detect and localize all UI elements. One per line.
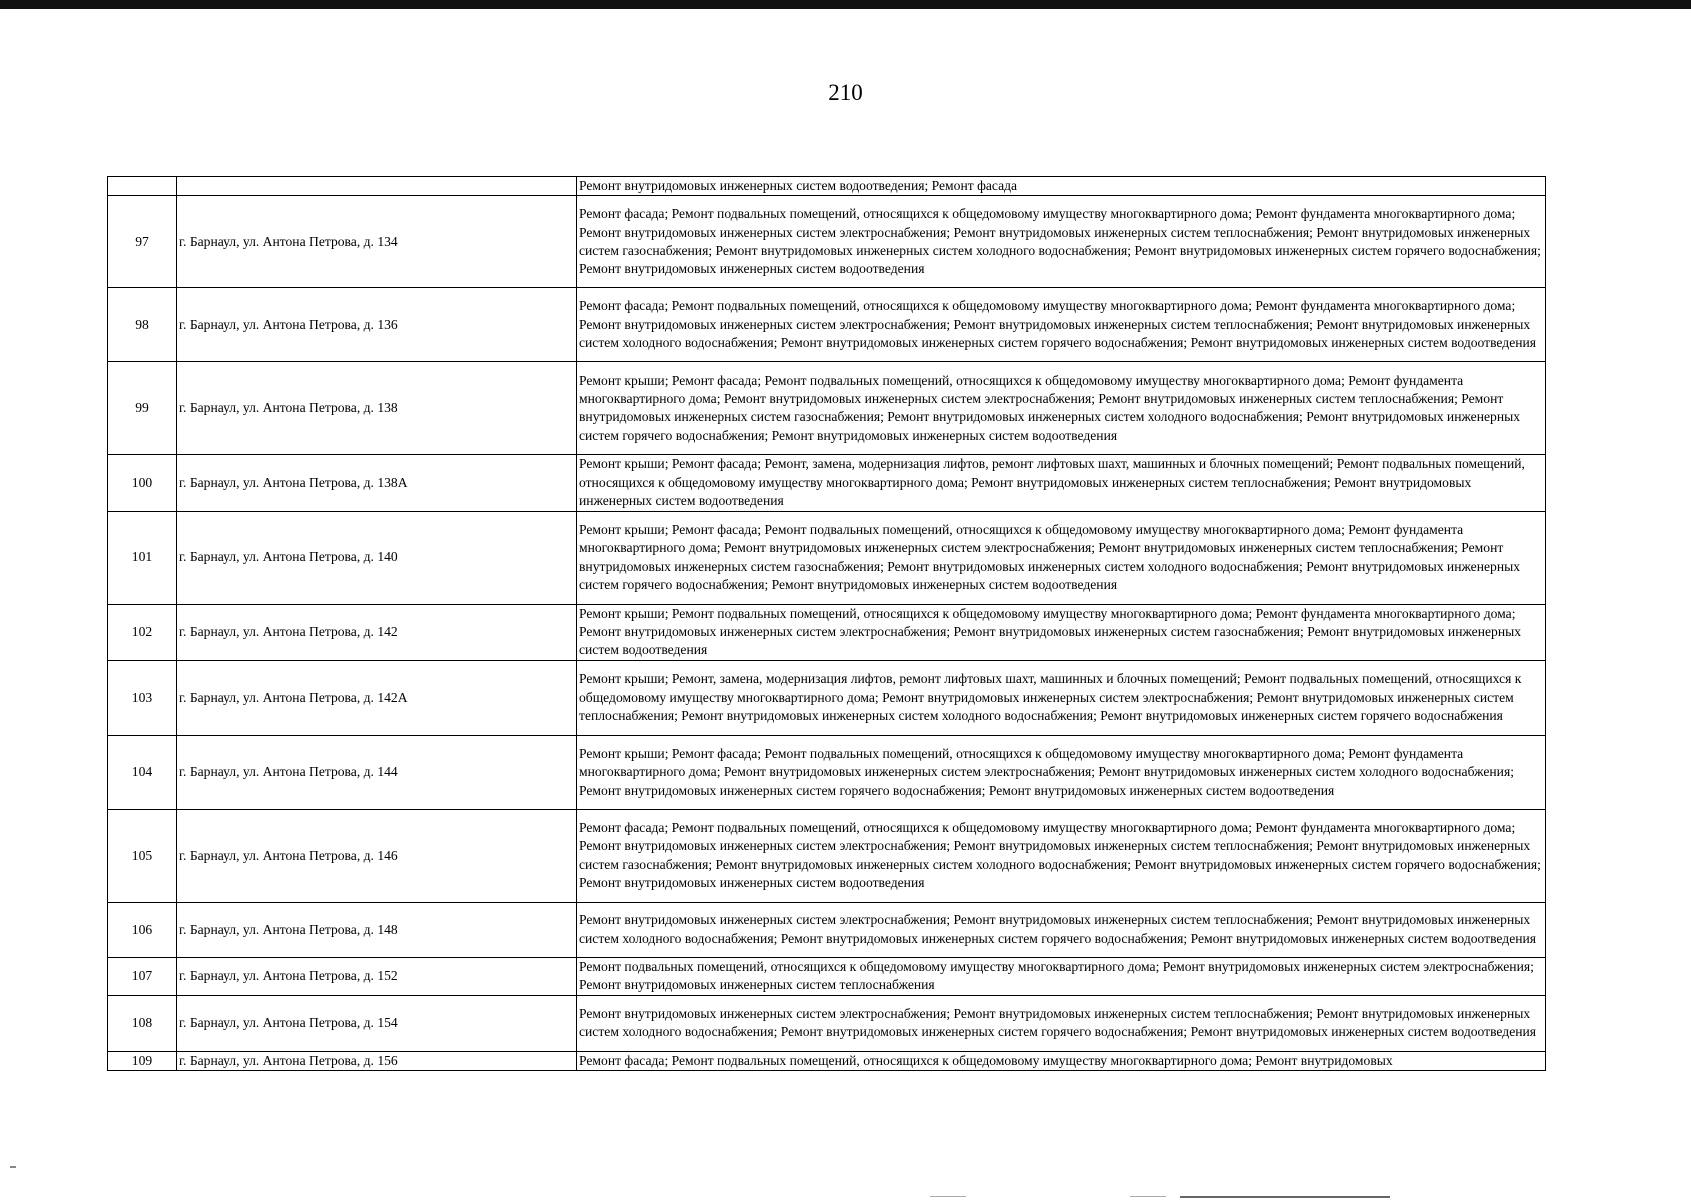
address-cell: г. Барнаул, ул. Антона Петрова, д. 148 — [177, 902, 577, 957]
row-number-cell: 98 — [108, 288, 177, 362]
table-row — [108, 735, 1546, 809]
works-cell: Ремонт фасада; Ремонт подвальных помещений, относящихся к общедомовому имуществу многоквартирного дома; Ремонт фундамента многоквартирного дома; Ремонт внутридомовых инженерных систем электроснабжения; Ремонт внутридомовых инженерных систем теплоснабжения; Ремонт внутридомовых инженерных систем холодного водоснабжения; Ремонт внутридомовых инженерных систем горячего водоснабжения; Ремонт внутридомовых инженерных систем водоотведения — [577, 288, 1546, 362]
works-cell: Ремонт крыши; Ремонт фасада; Ремонт подвальных помещений, относящихся к общедомовому имуществу многоквартирного дома; Ремонт фундамента многоквартирного дома; Ремонт внутридомовых инженерных систем электроснабжения; Ремонт внутридомовых инженерных систем теплоснабжения; Ремонт внутридомовых инженерных систем газоснабжения; Ремонт внутридомовых инженерных систем холодного водоснабжения; Ремонт внутридомовых инженерных систем горячего водоснабжения; Ремонт внутридомовых инженерных систем водоотведения — [577, 362, 1546, 455]
works-cell: Ремонт внутридомовых инженерных систем электроснабжения; Ремонт внутридомовых инженерных систем теплоснабжения; Ремонт внутридомовых инженерных систем холодного водоснабжения; Ремонт внутридомовых инженерных систем горячего водоснабжения; Ремонт внутридомовых инженерных систем водоотведения — [577, 995, 1546, 1051]
scan-artifact-mark — [10, 1166, 16, 1168]
row-number-cell: 103 — [108, 660, 177, 735]
works-cell: Ремонт крыши; Ремонт, замена, модернизация лифтов, ремонт лифтовых шахт, машинных и блочных помещений; Ремонт подвальных помещений, относящихся к общедомовому имуществу многоквартирного дома; Ремонт внутридомовых инженерных систем электроснабжения; Ремонт внутридомовых инженерных систем теплоснабжения; Ремонт внутридомовых инженерных систем холодного водоснабжения; Ремонт внутридомовых инженерных систем горячего водоснабжения — [577, 660, 1546, 735]
table-row — [108, 511, 1546, 604]
address-cell: г. Барнаул, ул. Антона Петрова, д. 136 — [177, 288, 577, 362]
works-cell: Ремонт фасада; Ремонт подвальных помещений, относящихся к общедомовому имуществу многоквартирного дома; Ремонт внутридомовых — [577, 1051, 1546, 1070]
scan-artifact-mark — [930, 1196, 966, 1197]
works-cell: Ремонт подвальных помещений, относящихся к общедомовому имуществу многоквартирного дома; Ремонт внутридомовых инженерных систем электроснабжения; Ремонт внутридомовых инженерных систем теплоснабжения — [577, 957, 1546, 995]
table-row — [108, 809, 1546, 902]
row-number-cell: 100 — [108, 455, 177, 511]
works-cell: Ремонт фасада; Ремонт подвальных помещений, относящихся к общедомовому имуществу многоквартирного дома; Ремонт фундамента многоквартирного дома; Ремонт внутридомовых инженерных систем электроснабжения; Ремонт внутридомовых инженерных систем теплоснабжения; Ремонт внутридомовых инженерных систем газоснабжения; Ремонт внутридомовых инженерных систем холодного водоснабжения; Ремонт внутридомовых инженерных систем горячего водоснабжения; Ремонт внутридомовых инженерных систем водоотведения — [577, 809, 1546, 902]
table-row — [108, 957, 1546, 995]
address-cell: г. Барнаул, ул. Антона Петрова, д. 138А — [177, 455, 577, 511]
table-row — [108, 177, 1546, 196]
row-number-cell: 109 — [108, 1051, 177, 1070]
address-cell: г. Барнаул, ул. Антона Петрова, д. 142А — [177, 660, 577, 735]
address-cell: г. Барнаул, ул. Антона Петрова, д. 134 — [177, 196, 577, 288]
works-cell: Ремонт крыши; Ремонт фасада; Ремонт, замена, модернизация лифтов, ремонт лифтовых шахт, машинных и блочных помещений; Ремонт подвальных помещений, относящихся к общедомовому имуществу многоквартирного дома; Ремонт внутридомовых инженерных систем теплоснабжения; Ремонт внутридомовых инженерных систем водоотведения — [577, 455, 1546, 511]
address-cell: г. Барнаул, ул. Антона Петрова, д. 138 — [177, 362, 577, 455]
table-body — [108, 177, 1546, 1071]
works-cell: Ремонт крыши; Ремонт фасада; Ремонт подвальных помещений, относящихся к общедомовому имуществу многоквартирного дома; Ремонт фундамента многоквартирного дома; Ремонт внутридомовых инженерных систем электроснабжения; Ремонт внутридомовых инженерных систем холодного водоснабжения; Ремонт внутридомовых инженерных систем горячего водоснабжения; Ремонт внутридомовых инженерных систем водоотведения — [577, 735, 1546, 809]
address-cell: г. Барнаул, ул. Антона Петрова, д. 140 — [177, 511, 577, 604]
table-row — [108, 1051, 1546, 1070]
repair-works-table-container — [107, 176, 1545, 1071]
scan-top-border — [0, 0, 1691, 9]
address-cell: г. Барнаул, ул. Антона Петрова, д. 144 — [177, 735, 577, 809]
table-row — [108, 995, 1546, 1051]
scan-artifact-mark — [1130, 1196, 1166, 1197]
row-number-cell: 107 — [108, 957, 177, 995]
page-number: 210 — [828, 80, 863, 105]
table-row — [108, 455, 1546, 511]
address-cell — [177, 177, 577, 196]
row-number-cell: 102 — [108, 604, 177, 660]
address-cell: г. Барнаул, ул. Антона Петрова, д. 156 — [177, 1051, 577, 1070]
row-number-cell: 105 — [108, 809, 177, 902]
scan-artifact-mark — [1180, 1196, 1390, 1198]
table-row — [108, 196, 1546, 288]
row-number-cell: 99 — [108, 362, 177, 455]
table-row — [108, 288, 1546, 362]
row-number-cell — [108, 177, 177, 196]
table-row — [108, 604, 1546, 660]
address-cell: г. Барнаул, ул. Антона Петрова, д. 152 — [177, 957, 577, 995]
repair-works-table — [107, 176, 1546, 1071]
works-cell: Ремонт крыши; Ремонт подвальных помещений, относящихся к общедомовому имуществу многоквартирного дома; Ремонт фундамента многоквартирного дома; Ремонт внутридомовых инженерных систем электроснабжения; Ремонт внутридомовых инженерных систем газоснабжения; Ремонт внутридомовых инженерных систем водоотведения — [577, 604, 1546, 660]
address-cell: г. Барнаул, ул. Антона Петрова, д. 146 — [177, 809, 577, 902]
row-number-cell: 104 — [108, 735, 177, 809]
table-row — [108, 660, 1546, 735]
row-number-cell: 108 — [108, 995, 177, 1051]
table-row — [108, 902, 1546, 957]
address-cell: г. Барнаул, ул. Антона Петрова, д. 142 — [177, 604, 577, 660]
works-cell: Ремонт фасада; Ремонт подвальных помещений, относящихся к общедомовому имуществу многоквартирного дома; Ремонт фундамента многоквартирного дома; Ремонт внутридомовых инженерных систем электроснабжения; Ремонт внутридомовых инженерных систем теплоснабжения; Ремонт внутридомовых инженерных систем газоснабжения; Ремонт внутридомовых инженерных систем холодного водоснабжения; Ремонт внутридомовых инженерных систем горячего водоснабжения; Ремонт внутридомовых инженерных систем водоотведения — [577, 196, 1546, 288]
table-row — [108, 362, 1546, 455]
works-cell: Ремонт внутридомовых инженерных систем электроснабжения; Ремонт внутридомовых инженерных систем теплоснабжения; Ремонт внутридомовых инженерных систем холодного водоснабжения; Ремонт внутридомовых инженерных систем горячего водоснабжения; Ремонт внутридомовых инженерных систем водоотведения — [577, 902, 1546, 957]
address-cell: г. Барнаул, ул. Антона Петрова, д. 154 — [177, 995, 577, 1051]
works-cell: Ремонт внутридомовых инженерных систем водоотведения; Ремонт фасада — [577, 177, 1546, 196]
works-cell: Ремонт крыши; Ремонт фасада; Ремонт подвальных помещений, относящихся к общедомовому имуществу многоквартирного дома; Ремонт фундамента многоквартирного дома; Ремонт внутридомовых инженерных систем электроснабжения; Ремонт внутридомовых инженерных систем теплоснабжения; Ремонт внутридомовых инженерных систем газоснабжения; Ремонт внутридомовых инженерных систем холодного водоснабжения; Ремонт внутридомовых инженерных систем горячего водоснабжения; Ремонт внутридомовых инженерных систем водоотведения — [577, 511, 1546, 604]
row-number-cell: 97 — [108, 196, 177, 288]
row-number-cell: 101 — [108, 511, 177, 604]
row-number-cell: 106 — [108, 902, 177, 957]
